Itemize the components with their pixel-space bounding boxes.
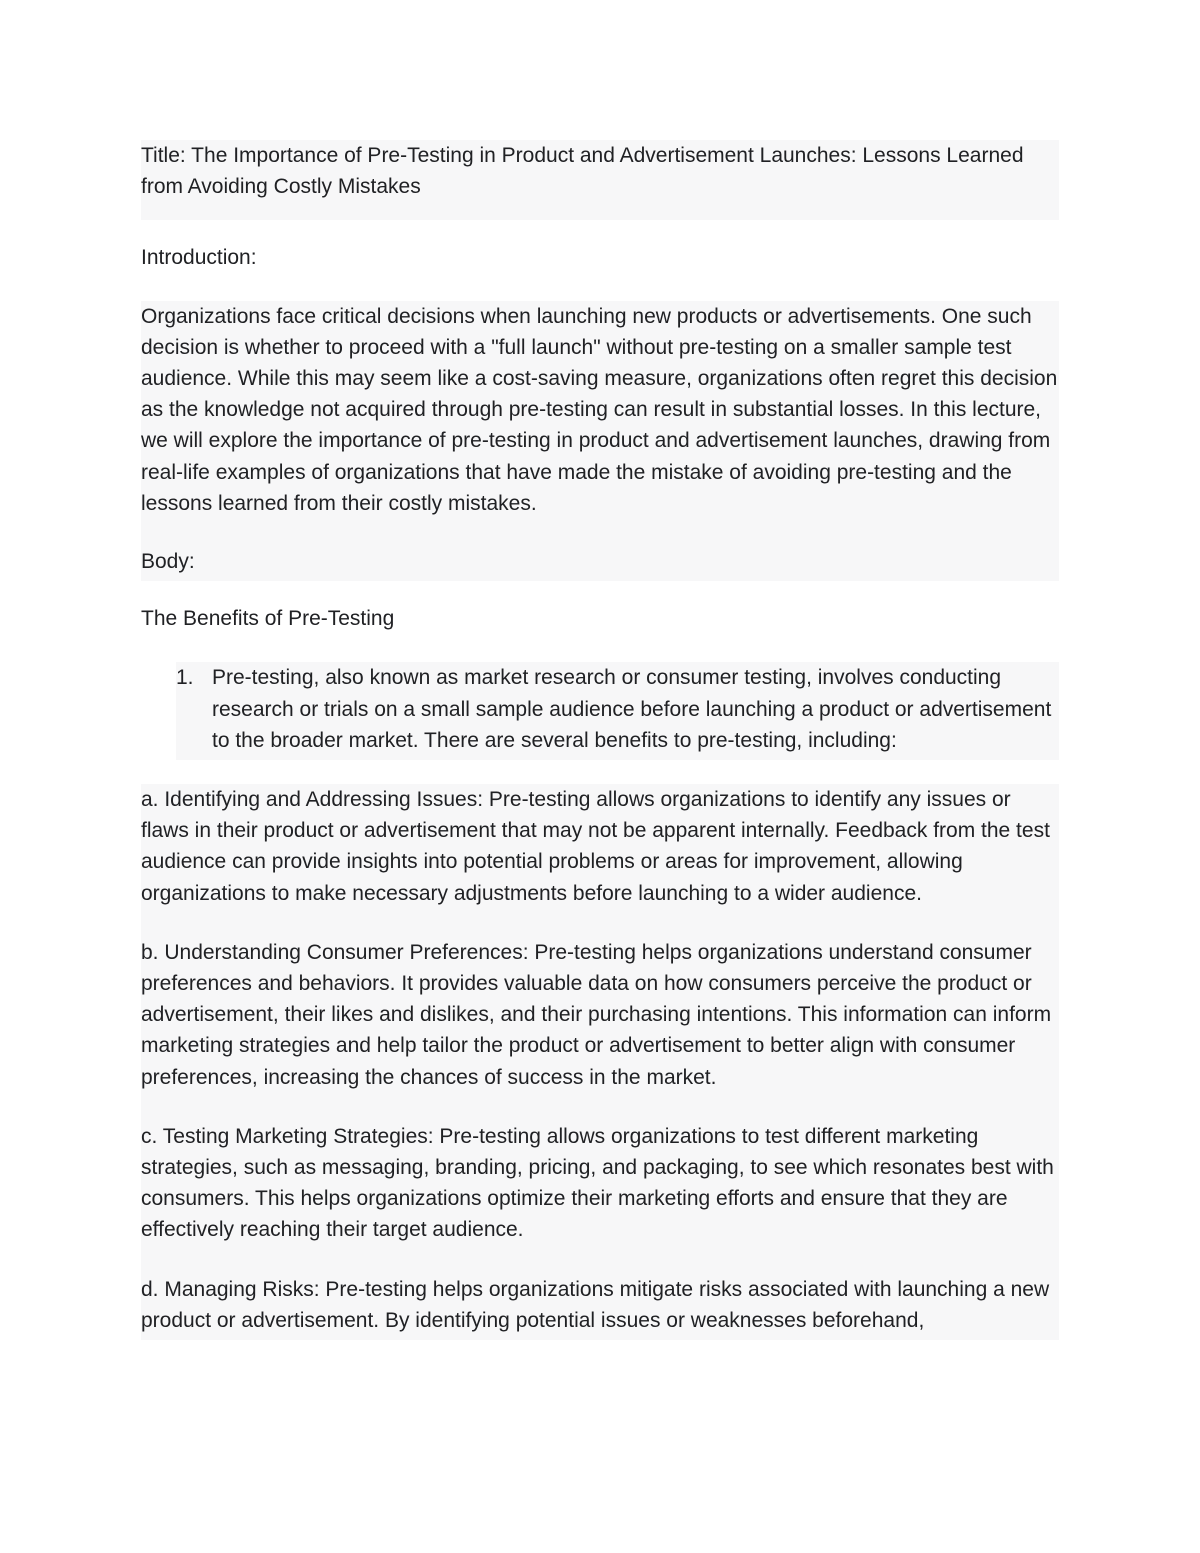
section-heading-block: [141, 603, 1059, 634]
benefits-block: [141, 784, 1059, 1340]
benefit-b-paragraph: b. Understanding Consumer Preferences: Pre-testing helps organizations understand consumer preferences and behaviors. It provides valuable data on how consumers perceive the product or advertisement, their likes and dislikes, and their purchasing intentions. This information can inform marketing strategies and help tailor the product or advertisement to better align with consumer preferences, increasing the chances of success in the market.: [141, 940, 1052, 1089]
ordered-list-item: [176, 662, 1059, 760]
benefit-c-paragraph: c. Testing Marketing Strategies: Pre-testing allows organizations to test different marketing strategies, such as messaging, branding, pricing, and packaging, to see which resonates best with consumers. This helps organizations optimize their marketing efforts and ensure that they are effectively reaching their target audience.: [141, 1124, 1054, 1242]
benefit-d-paragraph: d. Managing Risks: Pre-testing helps organizations mitigate risks associated with launching a new product or advertisement. By identifying potential issues or weaknesses beforehand,: [141, 1277, 1050, 1332]
document-page: [141, 140, 1059, 1340]
list-item-number: 1.: [176, 666, 194, 690]
benefit-a-paragraph: a. Identifying and Addressing Issues: Pre-testing allows organizations to identify any issues or flaws in their product or advertisement that may not be apparent internally. Feedback from the test audience can provide insights into potential problems or areas for improvement, allowing organizations to make necessary adjustments before launching to a wider audience.: [141, 788, 1050, 905]
document-title: Title: The Importance of Pre-Testing in Product and Advertisement Launches: Lessons Learned from Avoiding Costly Mistakes: [141, 144, 1024, 199]
intro-body-block: [141, 301, 1059, 582]
body-heading: Body:: [141, 550, 195, 574]
intro-heading-block: [141, 242, 1059, 273]
title-block: [141, 140, 1059, 220]
intro-heading: Introduction:: [141, 246, 257, 270]
intro-paragraph: Organizations face critical decisions when launching new products or advertisements. One such decision is whether to proceed with a "full launch" without pre-testing on a smaller sample test audience. While this may seem like a cost-saving measure, organizations often regret this decision as the knowledge not acquired through pre-testing can result in substantial losses. In this lecture, we will explore the importance of pre-testing in product and advertisement launches, drawing from real-life examples of organizations that have made the mistake of avoiding pre-testing and the lessons learned from their costly mistakes.: [141, 304, 1058, 515]
section-heading: The Benefits of Pre-Testing: [141, 607, 395, 631]
list-item-text: Pre-testing, also known as market research or consumer testing, involves conducting research or trials on a small sample audience before launching a product or advertisement to the broader market. There are several benefits to pre-testing, including:: [212, 666, 1052, 752]
